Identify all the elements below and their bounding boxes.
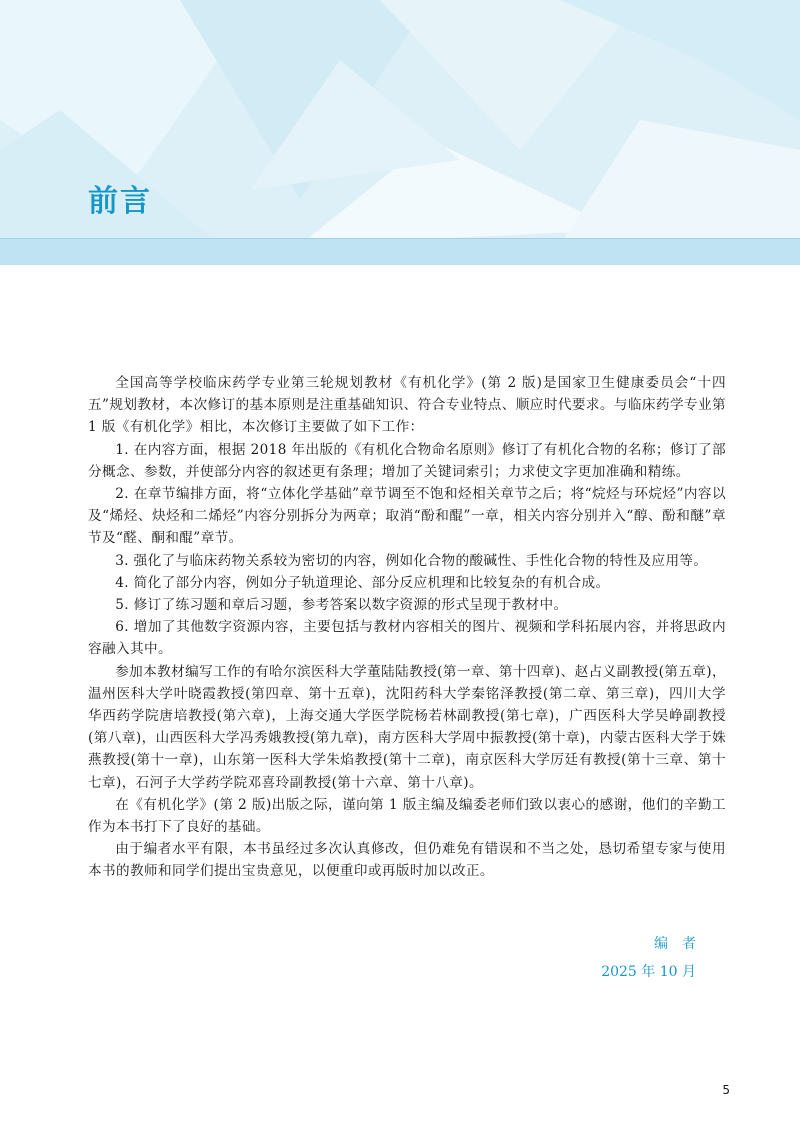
header-band bbox=[0, 0, 800, 265]
paragraph-intro: 全国高等学校临床药学专业第三轮规划教材《有机化学》(第 2 版)是国家卫生健康委员会“十四五”规划教材，本次修订的基本原则是注重基础知识、符合专业特点、顺应时代要求。与临床药学专业第 1 版《有机化学》相比，本次修订主要做了如下工作： bbox=[88, 375, 726, 436]
paragraph-item-3: 3. 强化了与临床药物关系较为密切的内容，例如化合物的酸碱性、手性化合物的特性及应用等。 bbox=[115, 552, 708, 569]
paragraph-item-6: 6. 增加了其他数字资源内容，主要包括与教材内容相关的图片、视频和学科拓展内容，并将思政内容融入其中。 bbox=[88, 619, 726, 658]
page-number: 5 bbox=[722, 1083, 730, 1097]
paragraph-item-2: 2. 在章节编排方面，将“立体化学基础”章节调至不饱和烃相关章节之后；将“烷烃与环烷烃”内容以及“烯烃、炔烃和二烯烃”内容分别拆分为两章；取消“酚和醌”一章，相关内容分别并入“醇、酚和醚”章节及“醛、酮和醌”章节。 bbox=[88, 486, 726, 547]
paragraph-item-4: 4. 简化了部分内容，例如分子轨道理论、部分反应机理和比较复杂的有机合成。 bbox=[115, 574, 610, 591]
paragraph-closing: 由于编者水平有限，本书虽经过多次认真修改，但仍难免有错误和不当之处，恳切希望专家与使用本书的教师和同学们提出宝贵意见，以便重印或再版时加以改正。 bbox=[88, 841, 726, 880]
preface-body bbox=[88, 372, 726, 883]
header-background bbox=[0, 0, 800, 265]
paragraph-contributors: 参加本教材编写工作的有哈尔滨医科大学董陆陆教授(第一章、第十四章)、赵占义副教授(第五章)，温州医科大学叶晓霞教授(第四章、第十五章)，沈阳药科大学秦铭泽教授(第二章、第三章)，四川大学华西药学院唐培教授(第六章)，上海交通大学医学院杨若林副教授(第七章)，广西医科大学吴峥副教授(第八章)，山西医科大学冯秀娥教授(第九章)，南方医科大学周中振教授(第十章)，内蒙古医科大学于姝燕教授(第十一章)，山东第一医科大学朱焰教授(第十二章)，南京医科大学厉廷有教授(第十三章、第十七章)，石河子大学药学院邓喜玲副教授(第十六章、第十八章)。 bbox=[88, 663, 726, 791]
page-title: 前言 bbox=[88, 184, 152, 219]
paragraph-item-5: 5. 修订了练习题和章后习题，参考答案以数字资源的形式呈现于教材中。 bbox=[115, 597, 568, 614]
paragraph-thanks: 在《有机化学》(第 2 版)出版之际，谨向第 1 版主编及编委老师们致以衷心的感谢，他们的辛勤工作为本书打下了良好的基础。 bbox=[88, 796, 726, 836]
paragraph-item-1: 1. 在内容方面，根据 2018 年出版的《有机化合物命名原则》修订了有机化合物的名称；修订了部分概念、参数，并使部分内容的叙述更有条理；增加了关键词索引；力求使文字更加准确和精练。 bbox=[88, 441, 726, 480]
signature-editor: 编者 bbox=[654, 936, 710, 952]
signature-date: 2025 年 10 月 bbox=[601, 964, 696, 980]
